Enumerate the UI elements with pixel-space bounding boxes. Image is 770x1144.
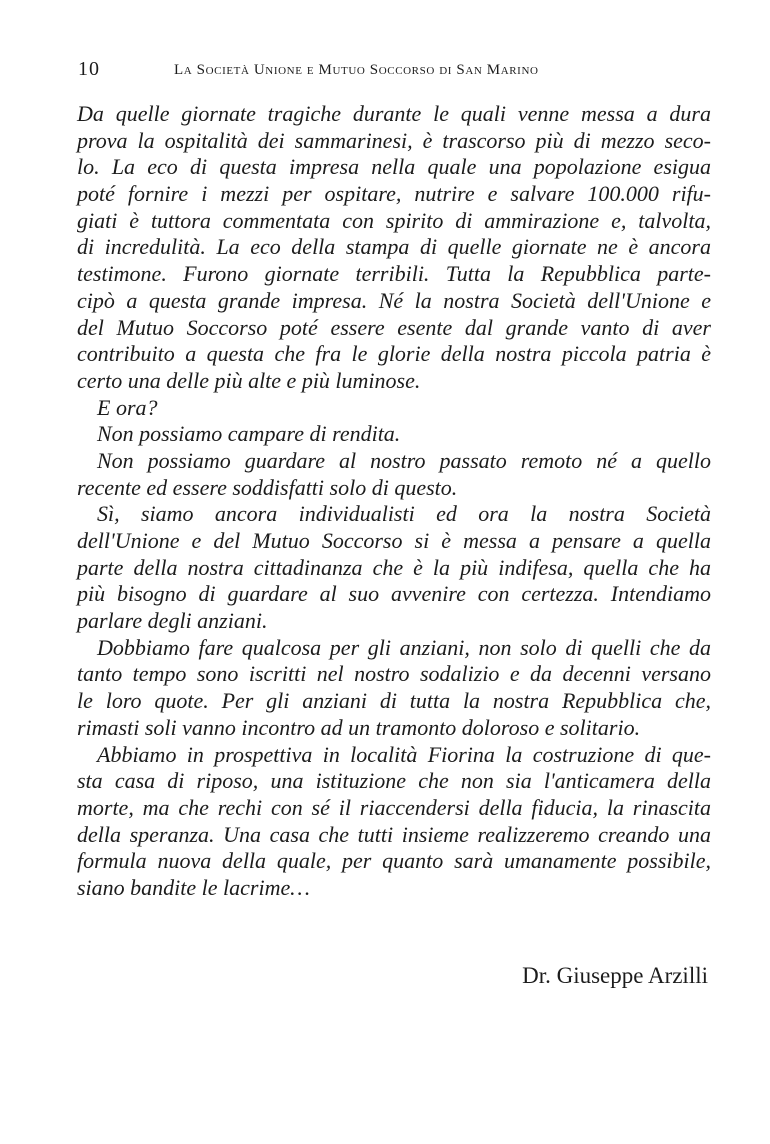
- text-line: della speranza. Una casa che tutti insieme realizzeremo creando una: [77, 821, 711, 847]
- text-line: parte della nostra cittadinanza che è la più indifesa, quella che ha: [77, 554, 711, 580]
- text-line: contribuito a questa che fra le glorie della nostra piccola patria è: [77, 341, 711, 367]
- text-line: certo una delle più alte e più luminose.: [77, 367, 421, 393]
- signature: Dr. Giuseppe Arzilli: [522, 963, 708, 988]
- text-line: tanto tempo sono iscritti nel nostro sodalizio e da decenni versano: [77, 661, 711, 687]
- text-line: cipò a questa grande impresa. Né la nostra Società dell'Unione e: [77, 287, 711, 313]
- text-line: del Mutuo Soccorso poté essere esente dal grande vanto di aver: [77, 314, 711, 340]
- text-line: testimone. Furono giornate terribili. Tutta la Repubblica parte-: [77, 261, 711, 287]
- text-line: Sì, siamo ancora individualisti ed ora la nostra Società: [97, 501, 711, 527]
- text-line: Non possiamo guardare al nostro passato remoto né a quello: [97, 447, 711, 473]
- text-line: formula nuova della quale, per quanto sarà umanamente possibile,: [77, 848, 711, 874]
- text-line: Da quelle giornate tragiche durante le quali venne messa a dura: [77, 101, 711, 126]
- text-line: le loro quote. Per gli anziani di tutta la nostra Repubblica che,: [77, 688, 711, 714]
- text-line: Dobbiamo fare qualcosa per gli anziani, non solo di quelli che da: [97, 634, 711, 660]
- text-line: Non possiamo campare di rendita.: [97, 421, 401, 447]
- body-text: [77, 101, 711, 902]
- text-line: prova la ospitalità dei sammarinesi, è trascorso più di mezzo seco-: [77, 127, 711, 153]
- text-line: di incredulità. La eco della stampa di quelle giornate ne è ancora: [77, 234, 711, 260]
- page-number: 10: [78, 58, 100, 80]
- text-line: recente ed essere soddisfatti solo di questo.: [77, 474, 458, 500]
- text-line: E ora?: [97, 394, 158, 420]
- text-line: Abbiamo in prospettiva in località Fiorina la costruzione di que-: [97, 741, 711, 767]
- text-line: parlare degli anziani.: [77, 608, 268, 634]
- text-line: più bisogno di guardare al suo avvenire con certezza. Intendiamo: [77, 581, 711, 607]
- text-line: giati è tuttora commentata con spirito di ammirazione e, talvolta,: [77, 207, 711, 233]
- running-title: La Società Unione e Mutuo Soccorso di San Marino: [174, 62, 539, 78]
- text-line: lo. La eco di questa impresa nella quale una popolazione esigua: [77, 154, 711, 180]
- text-line: sta casa di riposo, una istituzione che non sia l'anticamera della: [77, 768, 711, 794]
- running-head: [78, 58, 710, 86]
- text-line: morte, ma che rechi con sé il riaccendersi della fiducia, la rinascita: [77, 794, 711, 820]
- text-line: rimasti soli vanno incontro ad un tramonto doloroso e solitario.: [77, 714, 641, 740]
- text-line: dell'Unione e del Mutuo Soccorso si è messa a pensare a quella: [77, 528, 711, 553]
- text-line: poté fornire i mezzi per ospitare, nutrire e salvare 100.000 rifu-: [77, 181, 711, 207]
- text-line: siano bandite le lacrime…: [77, 874, 310, 900]
